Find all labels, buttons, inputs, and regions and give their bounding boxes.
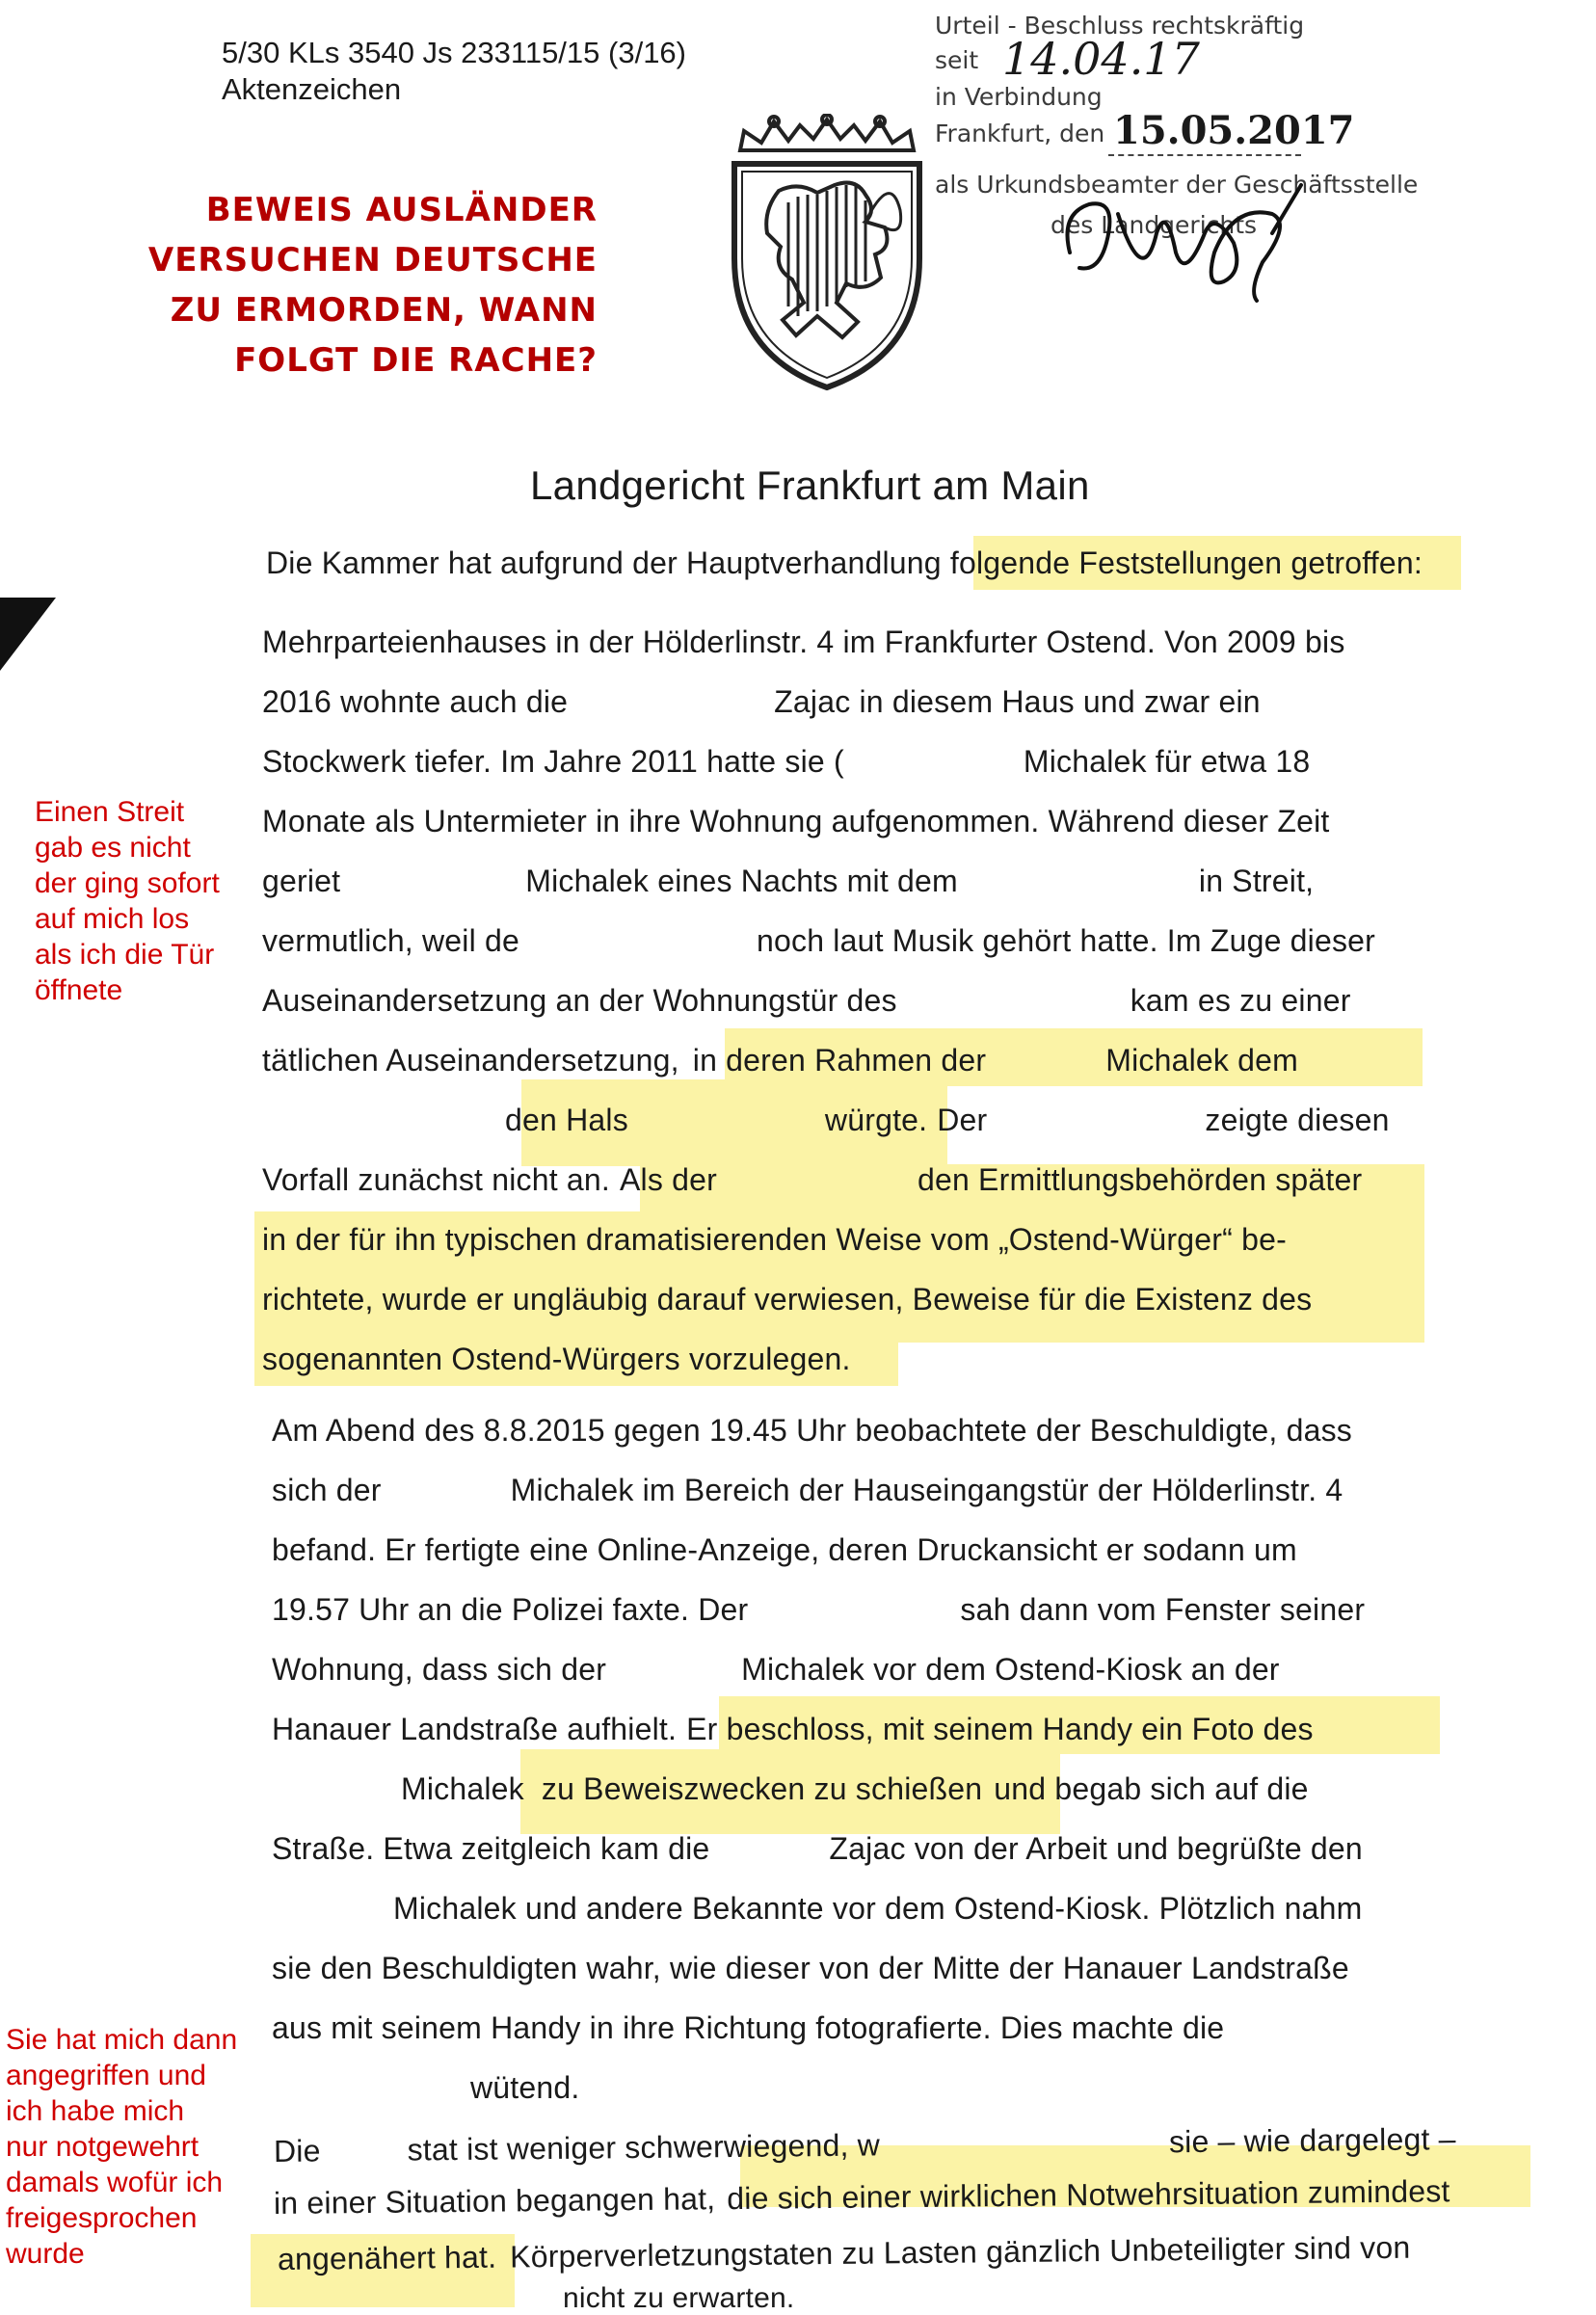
text-line (262, 921, 1375, 960)
intro-highlight: folgende Feststellungen getroffen (949, 545, 1414, 580)
stamp-line-3: in Verbindung (935, 83, 1103, 111)
text-segment: sie – wie dargelegt – (1168, 2121, 1456, 2160)
text-segment: Michalek vor dem Ostend-Kiosk an der (741, 1652, 1280, 1687)
stamp-handwritten-date: 14.04.17 (1002, 33, 1200, 85)
text-segment: Die (273, 2133, 321, 2169)
text-segment: tätlichen Auseinandersetzung, (262, 1043, 679, 1078)
text-segment: den Ermittlungsbehörden später (917, 1162, 1363, 1197)
text-line (272, 1471, 1343, 1509)
text-segment: den Hals (505, 1103, 628, 1137)
text-segment: in deren Rahmen der (692, 1043, 987, 1078)
text-segment: sah dann vom Fenster seiner (960, 1592, 1366, 1627)
note-line: Sie hat mich dann (6, 2024, 238, 2056)
text-segment: Wohnung, dass sich der (272, 1652, 607, 1687)
text-segment: Straße. Etwa zeitgleich kam die (272, 1831, 710, 1866)
text-segment: Michalek (401, 1771, 524, 1806)
text-segment: noch laut Musik gehört hatte. Im Zuge dieser (757, 923, 1376, 958)
text-line (262, 981, 1351, 1020)
coat-of-arms-icon (721, 114, 933, 393)
margin-note-2 (6, 2022, 237, 2272)
text-line (262, 742, 1310, 781)
banner-line: VERSUCHEN DEUTSCHE (147, 241, 598, 279)
legal-force-stamp (935, 12, 1436, 301)
text-line (505, 1101, 1390, 1139)
text-line (274, 2171, 1450, 2222)
text-segment: 2016 wohnte auch die (262, 684, 569, 719)
text-segment: vermutlich, weil de (262, 923, 520, 958)
text-segment: Hanauer Landstraße aufhielt. (272, 1712, 678, 1746)
case-number-block (222, 35, 686, 108)
text-segment: Michalek für etwa 18 (1023, 744, 1311, 779)
text-line (262, 682, 1261, 721)
text-line: sie den Beschuldigten wahr, wie dieser von der Mitte der Hanauer Landstraße (272, 1951, 1349, 1985)
text-line (272, 1650, 1280, 1689)
fold-mark-icon (0, 598, 58, 675)
text-segment: angenähert hat. (277, 2239, 497, 2276)
intro-text: Die Kammer hat aufgrund der Hauptverhandlung (266, 545, 950, 580)
stamp-divider (1108, 154, 1301, 156)
text-line: aus mit seinem Handy in ihre Richtung fotografierte. Dies machte die (272, 2010, 1225, 2045)
text-segment: kam es zu einer (1130, 983, 1351, 1018)
margin-note-1 (35, 794, 220, 1008)
stamp-line-6: des Landgerichts (1051, 211, 1258, 239)
text-line: Mehrparteienhauses in der Hölderlinstr. 4 im Frankfurter Ostend. Von 2009 bis (262, 625, 1345, 659)
text-segment: stat ist weniger schwerwiegend, w (407, 2127, 881, 2168)
text-segment: geriet (262, 864, 341, 898)
note-line: damals wofür ich (6, 2167, 224, 2198)
stamp-line-5: als Urkundsbeamter der Geschäftsstelle (935, 171, 1419, 199)
text-line (272, 1710, 1314, 1748)
text-line (262, 1041, 1298, 1079)
note-line: freigesprochen (6, 2202, 198, 2234)
text-segment: in einer Situation begangen hat, (273, 2181, 716, 2221)
text-line (272, 1590, 1365, 1629)
note-line: wurde (6, 2238, 85, 2270)
text-segment: sich der (272, 1473, 382, 1507)
text-line: sogenannten Ostend-Würgers vorzulegen. (262, 1342, 851, 1376)
text-line: Am Abend des 8.8.2015 gegen 19.45 Uhr beobachtete der Beschuldigte, dass (272, 1413, 1352, 1448)
text-segment: Auseinandersetzung an der Wohnungstür des (262, 983, 897, 1018)
text-line (262, 1160, 1362, 1199)
court-title: Landgericht Frankfurt am Main (530, 463, 1090, 508)
text-segment: und begab sich auf die (994, 1771, 1309, 1806)
banner-line: ZU ERMORDEN, WANN (170, 291, 598, 330)
banner-line: FOLGT DIE RACHE? (234, 341, 598, 380)
stamp-line-1: Urteil - Beschluss rechtskräftig (935, 12, 1305, 40)
text-segment: würgte. (824, 1103, 928, 1137)
stamp-line-4: Frankfurt, den (935, 120, 1105, 147)
text-segment: Vorfall zunächst nicht an. (262, 1162, 610, 1197)
case-number-label: Aktenzeichen (222, 72, 402, 106)
note-line: öffnete (35, 974, 123, 1006)
note-line: gab es nicht (35, 832, 191, 864)
intro-line (266, 544, 1423, 582)
note-line: Einen Streit (35, 796, 185, 828)
red-banner-annotation (145, 185, 598, 386)
text-line: wütend. (470, 2070, 580, 2105)
text-segment: Als der (619, 1162, 717, 1197)
text-segment: in Streit, (1198, 864, 1315, 898)
note-line: nur notgewehrt (6, 2131, 200, 2163)
text-line: richtete, wurde er ungläubig darauf verwiesen, Beweise für die Existenz des (262, 1282, 1313, 1317)
text-line (272, 1829, 1363, 1868)
text-segment: die sich einer wirklichen Notwehrsituation zumindest (727, 2173, 1450, 2217)
banner-line: BEWEIS AUSLÄNDER (205, 191, 598, 229)
note-line: als ich die Tür (35, 939, 215, 971)
note-line: angegriffen und (6, 2060, 206, 2091)
stamp-date: 15.05.2017 (1113, 108, 1355, 153)
text-segment: Der (937, 1103, 988, 1137)
text-segment: zeigte diesen (1205, 1103, 1390, 1137)
text-line: in der für ihn typischen dramatisierenden Weise vom „Ostend-Würger“ be- (262, 1222, 1287, 1257)
text-segment: Stockwerk tiefer. Im Jahre 2011 hatte sie ( (262, 744, 844, 779)
text-segment: Zajac von der Arbeit und begrüßte den (829, 1831, 1363, 1866)
text-line: nicht zu erwarten. (563, 2282, 795, 2314)
text-line: Monate als Untermieter in ihre Wohnung aufgenommen. Während dieser Zeit (262, 804, 1330, 838)
text-segment: Körperverletzungstaten zu Lasten gänzlich Unbeteiligter sind von (509, 2229, 1411, 2275)
text-line (262, 862, 1314, 900)
text-segment: 19.57 Uhr an die Polizei faxte. Der (272, 1592, 749, 1627)
text-segment: zu Beweiszwecken zu schießen (541, 1771, 983, 1806)
note-line: ich habe mich (6, 2095, 185, 2127)
note-line: auf mich los (35, 903, 190, 935)
text-segment: Michalek eines Nachts mit dem (525, 864, 958, 898)
text-line (401, 1770, 1309, 1808)
case-number: 5/30 KLs 3540 Js 233115/15 (3/16) (222, 36, 686, 69)
text-line: Michalek und andere Bekannte vor dem Ostend-Kiosk. Plötzlich nahm (393, 1891, 1363, 1926)
text-segment: Michalek dem (1105, 1043, 1299, 1078)
signature-icon (1051, 175, 1340, 310)
note-line: der ging sofort (35, 867, 220, 899)
text-segment: Michalek im Bereich der Hauseingangstür der Hölderlinstr. 4 (510, 1473, 1343, 1507)
text-segment: Er beschloss, mit seinem Handy ein Foto des (686, 1712, 1314, 1746)
stamp-line-2: seit (935, 46, 979, 74)
text-line: befand. Er fertigte eine Online-Anzeige, deren Druckansicht er sodann um (272, 1532, 1297, 1567)
text-segment: Zajac in diesem Haus und zwar ein (774, 684, 1261, 719)
intro-colon: : (1413, 545, 1423, 580)
